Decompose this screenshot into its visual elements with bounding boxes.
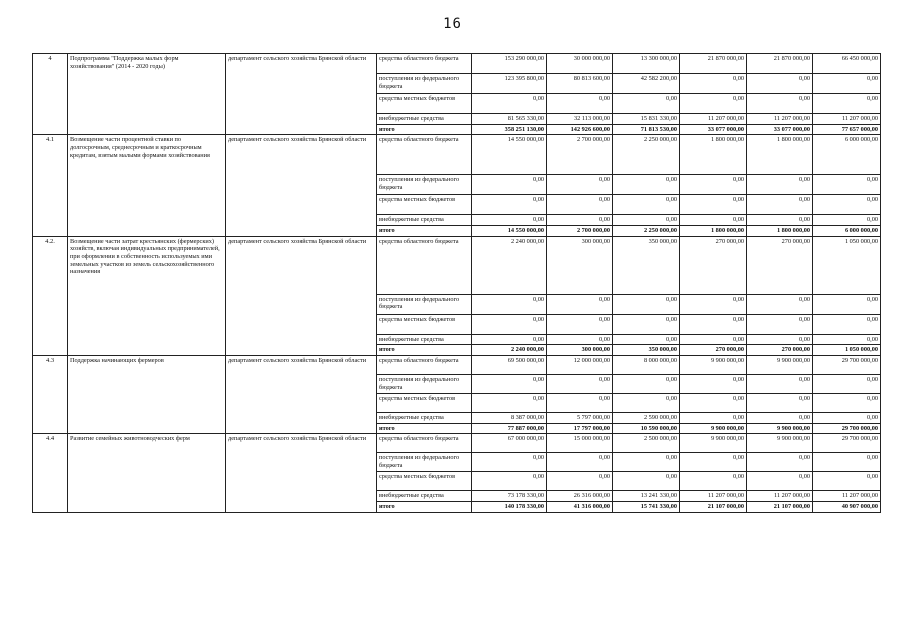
section-name: Поддержка начинающих фермеров: [68, 356, 226, 434]
amount-cell: 11 207 000,00: [813, 114, 881, 125]
amount-cell: 0,00: [813, 74, 881, 94]
amount-cell: 0,00: [547, 334, 613, 345]
amount-cell: 6 000 000,00: [813, 226, 881, 237]
amount-cell: 2 590 000,00: [613, 413, 680, 424]
funding-source: средства местных бюджетов: [377, 314, 472, 334]
amount-cell: 29 700 000,00: [813, 423, 881, 434]
amount-cell: 350 000,00: [613, 236, 680, 294]
amount-cell: 33 077 000,00: [680, 124, 747, 135]
amount-cell: 270 000,00: [747, 236, 813, 294]
amount-cell: 300 000,00: [547, 345, 613, 356]
amount-cell: 14 550 000,00: [472, 135, 547, 175]
amount-cell: 1 800 000,00: [680, 226, 747, 237]
amount-cell: 69 500 000,00: [472, 356, 547, 375]
funding-source: итого: [377, 124, 472, 135]
funding-source: итого: [377, 423, 472, 434]
amount-cell: 142 926 600,00: [547, 124, 613, 135]
amount-cell: 350 000,00: [613, 345, 680, 356]
amount-cell: 0,00: [472, 294, 547, 314]
amount-cell: 0,00: [613, 294, 680, 314]
amount-cell: 0,00: [547, 294, 613, 314]
amount-cell: 0,00: [472, 334, 547, 345]
section-number: 4.2.: [33, 236, 68, 355]
table-row: [33, 236, 881, 294]
funding-source: средства областного бюджета: [377, 135, 472, 175]
amount-cell: 21 107 000,00: [680, 502, 747, 513]
amount-cell: 32 113 000,00: [547, 114, 613, 125]
amount-cell: 0,00: [747, 413, 813, 424]
amount-cell: 0,00: [813, 195, 881, 215]
amount-cell: 9 900 000,00: [680, 356, 747, 375]
amount-cell: 0,00: [472, 453, 547, 472]
amount-cell: 0,00: [613, 472, 680, 491]
amount-cell: 26 316 000,00: [547, 491, 613, 502]
table-row: [33, 54, 881, 74]
section-executor: департамент сельского хозяйства Брянской области: [226, 236, 377, 355]
amount-cell: 2 250 000,00: [613, 135, 680, 175]
section-executor: департамент сельского хозяйства Брянской области: [226, 54, 377, 135]
funding-source: внебюджетные средства: [377, 215, 472, 226]
amount-cell: 140 178 330,00: [472, 502, 547, 513]
amount-cell: 0,00: [813, 375, 881, 394]
section-name: Возмещение части затрат крестьянских (фермерских) хозяйств, включая индивидуальных предпринимателей, при оформлении в собственность используемых ими земельных участков из земель сельскохозяйственного назначения: [68, 236, 226, 355]
amount-cell: 358 251 130,00: [472, 124, 547, 135]
amount-cell: 0,00: [680, 453, 747, 472]
amount-cell: 11 207 000,00: [747, 114, 813, 125]
amount-cell: 0,00: [472, 472, 547, 491]
amount-cell: 9 900 000,00: [680, 423, 747, 434]
amount-cell: 0,00: [547, 472, 613, 491]
amount-cell: 1 800 000,00: [680, 135, 747, 175]
amount-cell: 153 290 000,00: [472, 54, 547, 74]
amount-cell: 0,00: [613, 215, 680, 226]
funding-source: итого: [377, 226, 472, 237]
amount-cell: 0,00: [747, 334, 813, 345]
amount-cell: 33 077 000,00: [747, 124, 813, 135]
amount-cell: 0,00: [613, 314, 680, 334]
amount-cell: 11 207 000,00: [680, 491, 747, 502]
amount-cell: 8 387 000,00: [472, 413, 547, 424]
amount-cell: 11 207 000,00: [680, 114, 747, 125]
funding-source: итого: [377, 502, 472, 513]
amount-cell: 13 241 330,00: [613, 491, 680, 502]
amount-cell: 0,00: [680, 195, 747, 215]
amount-cell: 0,00: [472, 175, 547, 195]
amount-cell: 0,00: [747, 375, 813, 394]
section-executor: департамент сельского хозяйства Брянской области: [226, 434, 377, 512]
amount-cell: 9 900 000,00: [747, 434, 813, 453]
amount-cell: 0,00: [613, 195, 680, 215]
amount-cell: 71 813 530,00: [613, 124, 680, 135]
table-row: [33, 434, 881, 453]
section-executor: департамент сельского хозяйства Брянской области: [226, 135, 377, 236]
amount-cell: 2 240 000,00: [472, 236, 547, 294]
amount-cell: 66 450 000,00: [813, 54, 881, 74]
amount-cell: 14 550 000,00: [472, 226, 547, 237]
amount-cell: 0,00: [547, 314, 613, 334]
amount-cell: 0,00: [747, 472, 813, 491]
amount-cell: 123 395 800,00: [472, 74, 547, 94]
amount-cell: 0,00: [813, 215, 881, 226]
amount-cell: 0,00: [472, 195, 547, 215]
amount-cell: 17 797 000,00: [547, 423, 613, 434]
amount-cell: 29 700 000,00: [813, 356, 881, 375]
amount-cell: 0,00: [813, 294, 881, 314]
amount-cell: 2 500 000,00: [613, 434, 680, 453]
amount-cell: 8 000 000,00: [613, 356, 680, 375]
amount-cell: 0,00: [472, 375, 547, 394]
funding-source: поступления из федерального бюджета: [377, 74, 472, 94]
funding-source: поступления из федерального бюджета: [377, 375, 472, 394]
funding-source: внебюджетные средства: [377, 114, 472, 125]
funding-source: средства областного бюджета: [377, 434, 472, 453]
funding-source: внебюджетные средства: [377, 413, 472, 424]
amount-cell: 10 590 000,00: [613, 423, 680, 434]
amount-cell: 21 870 000,00: [747, 54, 813, 74]
amount-cell: 11 207 000,00: [813, 491, 881, 502]
amount-cell: 270 000,00: [680, 236, 747, 294]
amount-cell: 0,00: [747, 314, 813, 334]
page-number: 16: [443, 16, 462, 32]
amount-cell: 30 000 000,00: [547, 54, 613, 74]
amount-cell: 0,00: [472, 94, 547, 114]
amount-cell: 0,00: [547, 195, 613, 215]
amount-cell: 0,00: [547, 375, 613, 394]
amount-cell: 1 050 000,00: [813, 345, 881, 356]
amount-cell: 0,00: [747, 394, 813, 413]
funding-source: внебюджетные средства: [377, 491, 472, 502]
amount-cell: 1 800 000,00: [747, 135, 813, 175]
amount-cell: 0,00: [747, 453, 813, 472]
amount-cell: 0,00: [547, 175, 613, 195]
amount-cell: 2 700 000,00: [547, 135, 613, 175]
amount-cell: 300 000,00: [547, 236, 613, 294]
amount-cell: 81 565 330,00: [472, 114, 547, 125]
section-name: Подпрограмма "Поддержка малых форм хозяйствования" (2014 - 2020 годы): [68, 54, 226, 135]
amount-cell: 0,00: [613, 175, 680, 195]
amount-cell: 11 207 000,00: [747, 491, 813, 502]
amount-cell: 0,00: [747, 215, 813, 226]
funding-source: средства местных бюджетов: [377, 94, 472, 114]
amount-cell: 0,00: [547, 453, 613, 472]
amount-cell: 77 657 000,00: [813, 124, 881, 135]
amount-cell: 9 900 000,00: [747, 356, 813, 375]
amount-cell: 270 000,00: [680, 345, 747, 356]
funding-source: поступления из федерального бюджета: [377, 175, 472, 195]
funding-source: средства местных бюджетов: [377, 472, 472, 491]
amount-cell: 0,00: [547, 94, 613, 114]
amount-cell: 15 741 330,00: [613, 502, 680, 513]
amount-cell: 0,00: [747, 94, 813, 114]
amount-cell: 2 240 000,00: [472, 345, 547, 356]
amount-cell: 0,00: [813, 394, 881, 413]
amount-cell: 0,00: [813, 314, 881, 334]
section-name: Возмещение части процентной ставки по долгосрочным, среднесрочным и краткосрочным кредитам, взятым малыми формами хозяйствования: [68, 135, 226, 236]
amount-cell: 0,00: [813, 94, 881, 114]
funding-source: средства местных бюджетов: [377, 394, 472, 413]
amount-cell: 0,00: [680, 94, 747, 114]
amount-cell: 21 107 000,00: [747, 502, 813, 513]
amount-cell: 9 900 000,00: [680, 434, 747, 453]
amount-cell: 21 870 000,00: [680, 54, 747, 74]
amount-cell: 1 050 000,00: [813, 236, 881, 294]
amount-cell: 0,00: [613, 375, 680, 394]
amount-cell: 0,00: [680, 413, 747, 424]
amount-cell: 0,00: [613, 394, 680, 413]
amount-cell: 40 907 000,00: [813, 502, 881, 513]
amount-cell: 41 316 000,00: [547, 502, 613, 513]
amount-cell: 0,00: [813, 472, 881, 491]
amount-cell: 0,00: [813, 413, 881, 424]
funding-source: средства областного бюджета: [377, 54, 472, 74]
funding-source: итого: [377, 345, 472, 356]
amount-cell: 0,00: [472, 394, 547, 413]
funding-source: внебюджетные средства: [377, 334, 472, 345]
amount-cell: 1 800 000,00: [747, 226, 813, 237]
amount-cell: 0,00: [680, 215, 747, 226]
amount-cell: 9 900 000,00: [747, 423, 813, 434]
funding-source: средства местных бюджетов: [377, 195, 472, 215]
amount-cell: 0,00: [747, 74, 813, 94]
amount-cell: 0,00: [613, 453, 680, 472]
amount-cell: 0,00: [747, 294, 813, 314]
table-row: [33, 356, 881, 375]
amount-cell: 15 831 330,00: [613, 114, 680, 125]
amount-cell: 2 700 000,00: [547, 226, 613, 237]
amount-cell: 0,00: [547, 215, 613, 226]
amount-cell: 73 178 330,00: [472, 491, 547, 502]
amount-cell: 0,00: [813, 453, 881, 472]
section-number: 4.1: [33, 135, 68, 236]
amount-cell: 0,00: [472, 215, 547, 226]
amount-cell: 270 000,00: [747, 345, 813, 356]
amount-cell: 0,00: [613, 94, 680, 114]
amount-cell: 5 797 000,00: [547, 413, 613, 424]
amount-cell: 0,00: [680, 375, 747, 394]
amount-cell: 0,00: [680, 472, 747, 491]
amount-cell: 77 887 000,00: [472, 423, 547, 434]
funding-source: средства областного бюджета: [377, 356, 472, 375]
amount-cell: 0,00: [680, 74, 747, 94]
amount-cell: 0,00: [613, 334, 680, 345]
section-number: 4.4: [33, 434, 68, 512]
amount-cell: 6 000 000,00: [813, 135, 881, 175]
table-row: [33, 135, 881, 175]
amount-cell: 29 700 000,00: [813, 434, 881, 453]
amount-cell: 0,00: [813, 334, 881, 345]
amount-cell: 0,00: [680, 314, 747, 334]
funding-source: поступления из федерального бюджета: [377, 453, 472, 472]
amount-cell: 0,00: [680, 175, 747, 195]
amount-cell: 0,00: [547, 394, 613, 413]
amount-cell: 0,00: [472, 314, 547, 334]
amount-cell: 2 250 000,00: [613, 226, 680, 237]
amount-cell: 12 000 000,00: [547, 356, 613, 375]
amount-cell: 13 300 000,00: [613, 54, 680, 74]
amount-cell: 80 813 600,00: [547, 74, 613, 94]
amount-cell: 0,00: [747, 195, 813, 215]
amount-cell: 0,00: [680, 394, 747, 413]
section-number: 4.3: [33, 356, 68, 434]
budget-table: [32, 53, 881, 513]
section-executor: департамент сельского хозяйства Брянской области: [226, 356, 377, 434]
funding-source: поступления из федерального бюджета: [377, 294, 472, 314]
funding-source: средства областного бюджета: [377, 236, 472, 294]
amount-cell: 0,00: [680, 334, 747, 345]
amount-cell: 0,00: [813, 175, 881, 195]
amount-cell: 0,00: [680, 294, 747, 314]
amount-cell: 67 000 000,00: [472, 434, 547, 453]
section-name: Развитие семейных животноводческих ферм: [68, 434, 226, 512]
amount-cell: 42 582 200,00: [613, 74, 680, 94]
section-number: 4: [33, 54, 68, 135]
amount-cell: 15 000 000,00: [547, 434, 613, 453]
amount-cell: 0,00: [747, 175, 813, 195]
